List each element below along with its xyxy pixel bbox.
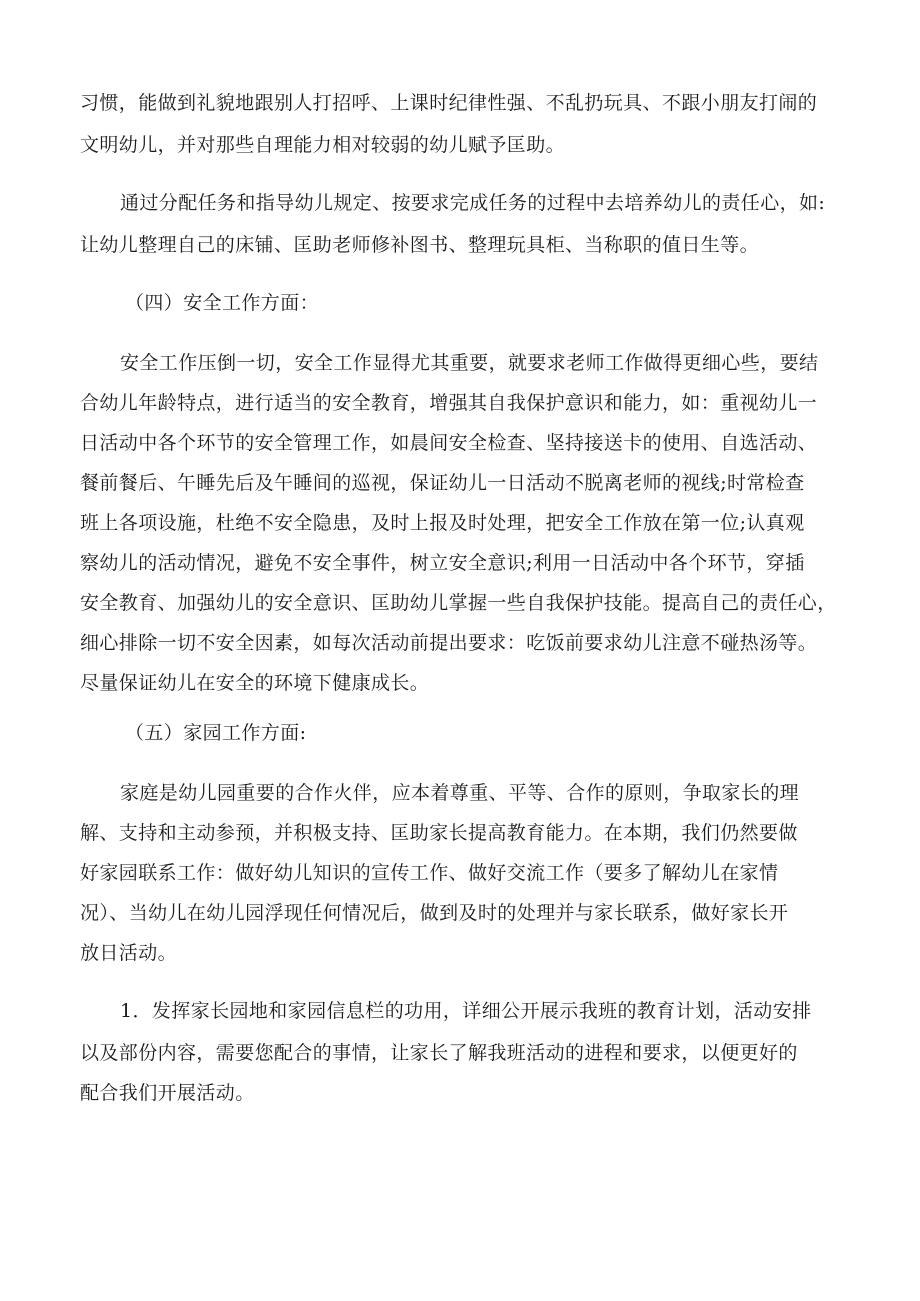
text-line: 尽量保证幼儿在安全的环境下健康成长。: [80, 672, 430, 694]
text-line: 安全教育、加强幼儿的安全意识、匡助幼儿掌握一些自我保护技能。提高自己的责任心，: [80, 592, 837, 614]
text-line: 好家园联系工作：做好幼儿知识的宣传工作、做好交流工作（要多了解幼儿在家情: [80, 862, 779, 884]
text-line: 家庭是幼儿园重要的合作火伴，应本着尊重、平等、合作的原则，争取家长的理: [120, 782, 800, 804]
text-line: 餐前餐后、午睡先后及午睡间的巡视，保证幼儿一日活动不脱离老师的视线;时常检查: [80, 472, 805, 494]
section-heading-safety: （四）安全工作方面：: [125, 292, 320, 314]
text-line: 合幼儿年龄特点，进行适当的安全教育，增强其自我保护意识和能力，如：重视幼儿一: [80, 392, 818, 414]
text-line: 况）、当幼儿在幼儿园浮现任何情况后，做到及时的处理并与家长联系，做好家长开: [80, 902, 789, 924]
text-line: 细心排除一切不安全因素，如每次活动前提出要求：吃饭前要求幼儿注意不碰热汤等。: [80, 632, 818, 654]
list-item-1: 1．发挥家长园地和家园信息栏的功用，详细公开展示我班的教育计划，活动安排: [120, 1000, 812, 1022]
section-heading-home-school: （五）家园工作方面:: [125, 722, 307, 744]
text-line: 文明幼儿，并对那些自理能力相对较弱的幼儿赋予匡助。: [80, 134, 566, 156]
text-line: 通过分配任务和指导幼儿规定、按要求完成任务的过程中去培养幼儿的责任心，如:: [120, 192, 826, 214]
text-line: 解、支持和主动参预，并积极支持、匡助家长提高教育能力。在本期，我们仍然要做: [80, 822, 798, 844]
text-line: 让幼儿整理自己的床铺、匡助老师修补图书、整理玩具柜、当称职的值日生等。: [80, 234, 760, 256]
text-line: 配合我们开展活动。: [80, 1082, 255, 1104]
text-line: 安全工作压倒一切，安全工作显得尤其重要，就要求老师工作做得更细心些，要结: [120, 352, 819, 374]
text-line: 日活动中各个环节的安全管理工作，如晨间安全检查、坚持接送卡的使用、自选活动、: [80, 432, 818, 454]
text-line: 习惯，能做到礼貌地跟别人打招呼、上课时纪律性强、不乱扔玩具、不跟小朋友打闹的: [80, 92, 818, 114]
text-line: 以及部份内容，需要您配合的事情，让家长了解我班活动的进程和要求，以便更好的: [80, 1042, 798, 1064]
text-line: 放日活动。: [80, 942, 178, 964]
text-line: 班上各项设施，杜绝不安全隐患，及时上报及时处理，把安全工作放在第一位;认真观: [80, 512, 805, 534]
text-line: 察幼儿的活动情况，避免不安全事件，树立安全意识;利用一日活动中各个环节，穿插: [80, 552, 805, 574]
